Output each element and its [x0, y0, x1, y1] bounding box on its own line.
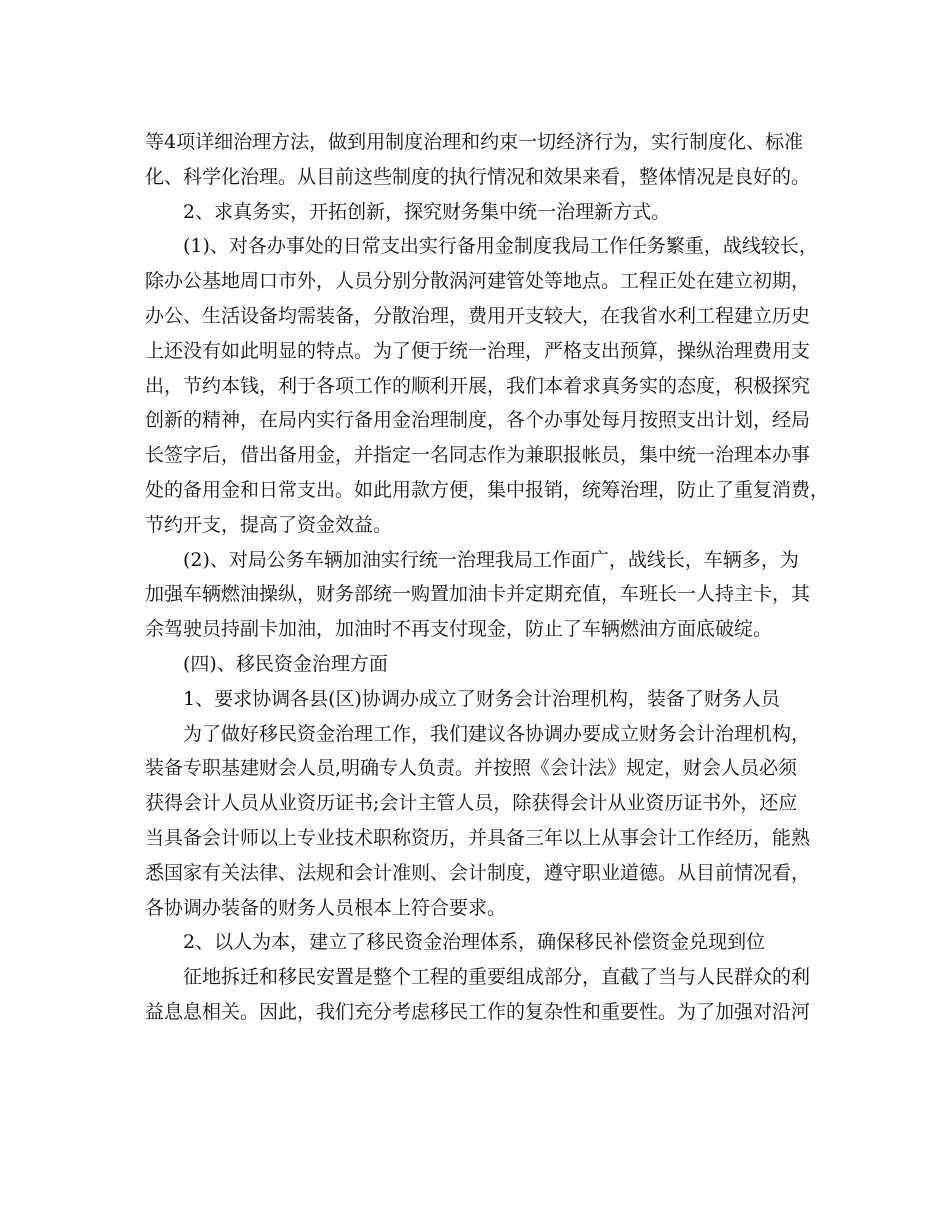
paragraph-start: (2)、对局公务车辆加油实行统一治理我局工作面广，战线长，车辆多，为	[183, 548, 799, 571]
text-line: 等4项详细治理方法，做到用制度治理和约束一切经济行为，实行制度化、标准	[145, 131, 804, 153]
text-line: 化、科学化治理。从目前这些制度的执行情况和效果来看，整体情况是良好的。	[145, 165, 811, 188]
section-heading: (四)、移民资金治理方面	[183, 652, 388, 675]
text-line: 出，节约本钱，利于各项工作的顺利开展，我们本着求真务实的态度，积极探究	[145, 374, 811, 397]
paragraph-start: 为了做好移民资金治理工作，我们建议各协调办要成立财务会计治理机构，	[183, 722, 811, 745]
text-line: 各协调办装备的财务人员根本上符合要求。	[145, 896, 507, 919]
text-line: 长签字后，借出备用金，并指定一名同志作为兼职报帐员，集中统一治理本办事	[145, 444, 811, 467]
text-line: 办公、生活设备均需装备，分散治理，费用开支较大，在我省水利工程建立历史	[145, 304, 811, 327]
section-heading: 1、要求协调各县(区)协调办成立了财务会计治理机构，装备了财务人员	[183, 687, 780, 710]
text-line: 创新的精神，在局内实行备用金治理制度，各个办事处每月按照支出计划，经局	[145, 409, 811, 432]
text-line: 处的备用金和日常支出。如此用款方便，集中报销，统筹治理，防止了重复消费，	[145, 478, 830, 501]
text-line: 获得会计人员从业资历证书;会计主管人员，除获得会计从业资历证书外，还应	[145, 792, 798, 815]
text-line: 悉国家有关法律、法规和会计准则、会计制度，遵守职业道德。从目前情况看，	[145, 861, 811, 884]
section-heading: 2、求真务实，开拓创新，探究财务集中统一治理新方式。	[183, 200, 671, 223]
text-line: 上还没有如此明显的特点。为了便于统一治理，严格支出预算，操纵治理费用支	[145, 339, 811, 362]
text-line: 当具备会计师以上专业技术职称资历，并具备三年以上从事会计工作经历，能熟	[145, 826, 811, 849]
text-line: 余驾驶员持副卡加油，加油时不再支付现金，防止了车辆燃油方面底破绽。	[145, 618, 773, 641]
text-line: 益息息相关。因此，我们充分考虑移民工作的复杂性和重要性。为了加强对沿河	[145, 1000, 811, 1023]
paragraph-start: (1)、对各办事处的日常支出实行备用金制度我局工作任务繁重，战线较长，	[183, 235, 818, 258]
text-line: 除办公基地周口市外，人员分别分散涡河建管处等地点。工程正处在建立初期，	[145, 270, 811, 293]
document-body	[145, 125, 830, 1030]
paragraph-start: 征地拆迁和移民安置是整个工程的重要组成部分，直截了当与人民群众的利	[183, 966, 811, 989]
text-line: 节约开支，提高了资金效益。	[145, 513, 393, 536]
text-line: 装备专职基建财会人员,明确专人负责。并按照《会计法》规定，财会人员必须	[145, 757, 798, 780]
text-line: 加强车辆燃油操纵，财务部统一购置加油卡并定期充值，车班长一人持主卡，其	[145, 583, 811, 606]
section-heading: 2、以人为本，建立了移民资金治理体系，确保移民补偿资金兑现到位	[183, 931, 766, 954]
